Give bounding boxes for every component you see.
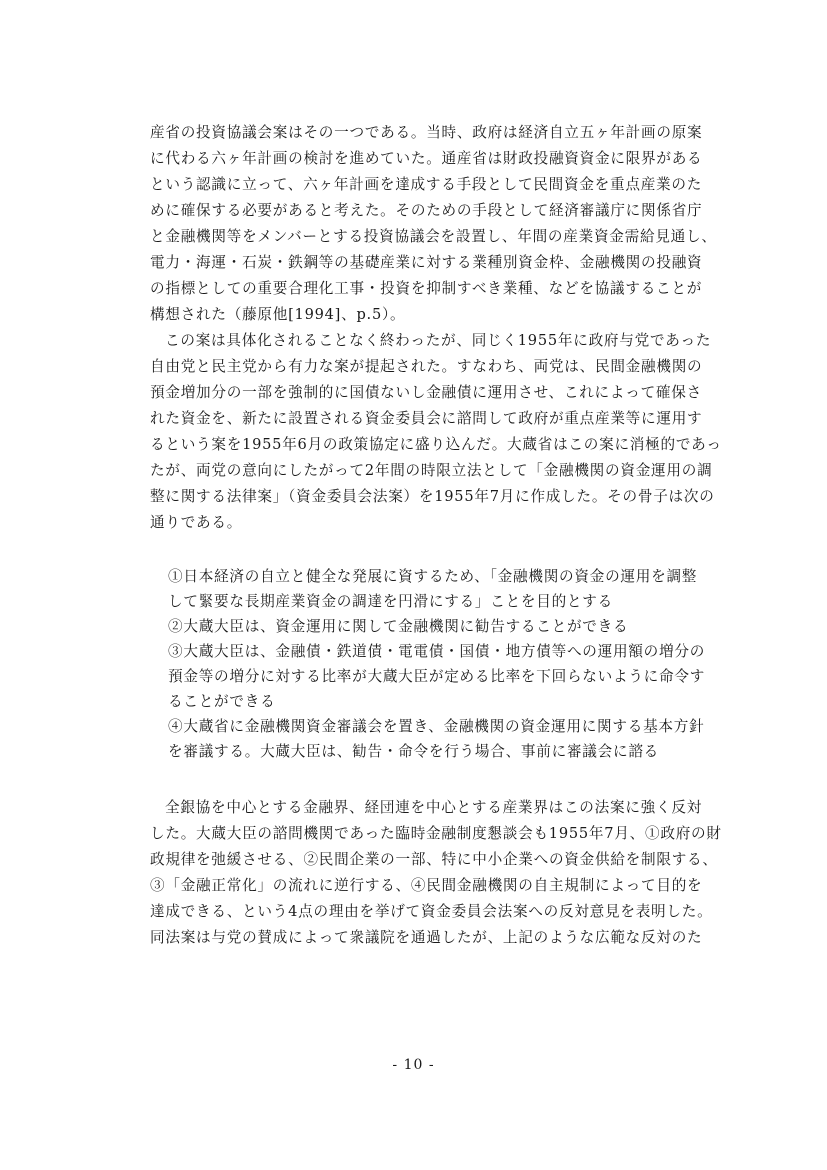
list-item-continuation: 預金等の増分に対する比率が大蔵大臣が定める比率を下回らないように命令す <box>168 668 706 685</box>
paragraph-line: この案は具体化されることなく終わったが、同じく1955年に政府与党であった <box>165 332 712 349</box>
list-item: ②大蔵大臣は、資金運用に関して金融機関に勧告することができる <box>168 618 629 635</box>
paragraph-line: 構想された（藤原他[1994]、p.5）。 <box>150 306 406 323</box>
paragraph-line: めに確保する必要があると考えた。そのための手段として経済審議庁に関係省庁 <box>150 202 703 219</box>
paragraph-line: 全銀協を中心とする金融界、経団連を中心とする産業界はこの法案に強く反対 <box>165 799 703 816</box>
list-item: ①日本経済の自立と健全な発展に資するため、「金融機関の資金の運用を調整 <box>168 568 698 585</box>
paragraph-line: の指標としての重要合理化工事・投資を抑制すべき業種、などを協議することが <box>150 280 703 297</box>
list-item: ④大蔵省に金融機関資金審議会を置き、金融機関の資金運用に関する基本方針 <box>168 718 705 735</box>
list-item-continuation: を審議する。大蔵大臣は、勧告・命令を行う場合、事前に審議会に諮る <box>168 743 660 760</box>
page-number: - 10 - <box>392 1057 435 1073</box>
list-item-continuation: ることができる <box>168 693 276 710</box>
paragraph-line: れた資金を、新たに設置される資金委員会に諮問して政府が重点産業等に運用す <box>150 410 703 427</box>
paragraph-line: 整に関する法律案」（資金委員会法案）を1955年7月に作成した。その骨子は次の <box>150 488 715 505</box>
paragraph-line: 通りである。 <box>150 514 243 531</box>
paragraph-line: 預金増加分の一部を強制的に国債ないし金融債に運用させ、これによって確保さ <box>150 384 702 401</box>
paragraph-line: 政規律を弛緩させる、②民間企業の一部、特に中小企業への資金供給を制限する、 <box>150 851 718 868</box>
paragraph-line: と金融機関等をメンバーとする投資協議会を設置し、年間の産業資金需給見通し、 <box>150 228 717 245</box>
paragraph-line: 達成できる、という4点の理由を挙げて資金委員会法案への反対意見を表明した。 <box>150 903 713 920</box>
paragraph-line: るという案を1955年6月の政策協定に盛り込んだ。大蔵省はこの案に消極的であっ <box>150 436 722 453</box>
paragraph-line: という認識に立って、六ヶ年計画を達成する手段として民間資金を重点産業のた <box>150 176 703 193</box>
paragraph-line: 電力・海運・石炭・鉄鋼等の基礎産業に対する業種別資金枠、金融機関の投融資 <box>150 254 703 271</box>
paragraph-line: した。大蔵大臣の諮問機関であった臨時金融制度懇談会も1955年7月、①政府の財 <box>150 825 722 842</box>
paragraph-line: たが、両党の意向にしたがって2年間の時限立法として「金融機関の資金運用の調 <box>150 462 713 479</box>
paragraph-line: 同法案は与党の賛成によって衆議院を通過したが、上記のような広範な反対のた <box>150 929 703 946</box>
paragraph-line: ③「金融正常化」の流れに逆行する、④民間金融機関の自主規制によって目的を <box>150 877 703 894</box>
paragraph-line: 産省の投資協議会案はその一つである。当時、政府は経済自立五ヶ年計画の原案 <box>150 124 703 141</box>
list-item: ③大蔵大臣は、金融債・鉄道債・電電債・国債・地方債等への運用額の増分の <box>168 643 706 660</box>
list-item-continuation: して緊要な長期産業資金の調達を円滑にする」ことを目的とする <box>168 593 613 610</box>
paragraph-line: 自由党と民主党から有力な案が提起された。すなわち、両党は、民間金融機関の <box>150 358 703 375</box>
paragraph-line: に代わる六ヶ年計画の検討を進めていた。通産省は財政投融資資金に限界がある <box>150 150 703 167</box>
